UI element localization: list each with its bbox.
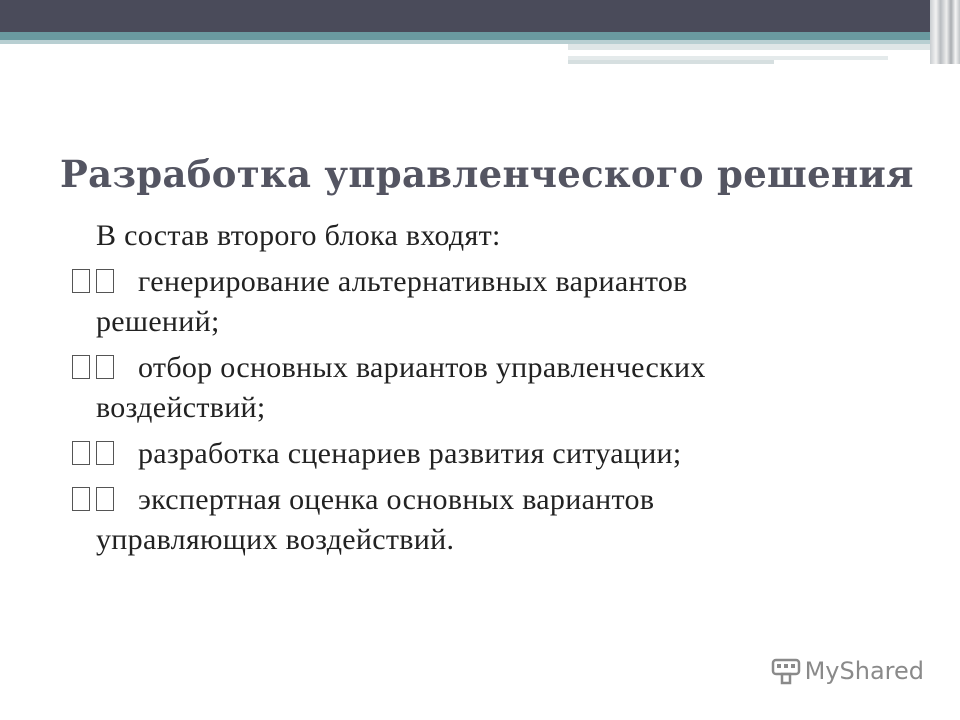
list-item-continuation: воздействий;	[96, 391, 266, 424]
page-curl-decoration	[930, 0, 960, 64]
list-item-first-line: экспертная оценка основных вариантов	[138, 483, 655, 516]
top-accent-bar	[0, 32, 930, 40]
top-under-bar-3	[568, 60, 774, 64]
missing-glyph-bullet-icon	[72, 434, 132, 474]
missing-glyph-bullet-icon	[72, 348, 132, 388]
missing-glyph-bullet-icon	[72, 262, 132, 302]
mushroom-logo-icon	[771, 656, 801, 686]
list-item-continuation: решений;	[96, 305, 220, 338]
slide-title: Разработка управленческого решения	[60, 152, 914, 196]
list-item	[72, 348, 872, 428]
list-item	[72, 434, 872, 474]
watermark	[771, 656, 924, 686]
intro-text: В состав второго блока входят:	[96, 219, 501, 252]
list-item-continuation: управляющих воздействий.	[96, 523, 455, 556]
list-item	[72, 262, 872, 342]
top-decor-bar	[0, 0, 930, 32]
slide-body	[72, 216, 872, 566]
list-item-first-line: отбор основных вариантов управленческих	[138, 351, 706, 384]
missing-glyph-bullet-icon	[72, 480, 132, 520]
list-item	[72, 480, 872, 560]
watermark-text: MyShared	[804, 657, 924, 685]
list-item-first-line: разработка сценариев развития ситуации;	[138, 437, 682, 470]
list-item-first-line: генерирование альтернативных вариантов	[138, 265, 688, 298]
top-under-bar	[568, 44, 930, 50]
